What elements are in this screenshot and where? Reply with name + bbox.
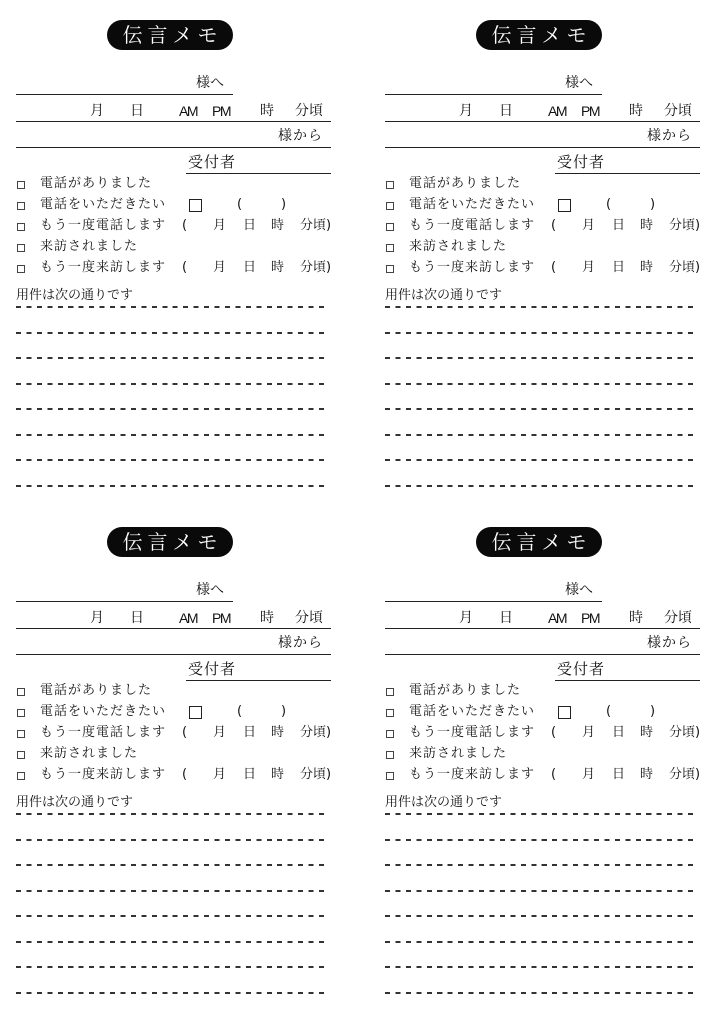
from-suffix-label: 様から bbox=[647, 128, 692, 144]
day-label: 日 bbox=[499, 103, 513, 119]
pm-option[interactable]: PM bbox=[212, 103, 230, 119]
message-line[interactable] bbox=[385, 839, 698, 841]
checkbox-phone-number[interactable] bbox=[558, 199, 571, 212]
hour-label: 時 bbox=[640, 725, 654, 740]
minute-approx-label: 分頃) bbox=[669, 218, 701, 233]
checkbox-called[interactable] bbox=[386, 181, 394, 189]
checkbox-phone-number[interactable] bbox=[558, 706, 571, 719]
paren-close: ) bbox=[281, 197, 287, 212]
month-label: 月 bbox=[582, 218, 596, 233]
message-line[interactable] bbox=[16, 813, 329, 815]
month-label: 月 bbox=[213, 725, 227, 740]
checkbox-visited[interactable] bbox=[17, 751, 25, 759]
memo-top-right bbox=[385, 0, 705, 500]
option-please-call-label: 電話をいただきたい bbox=[40, 704, 167, 719]
day-label: 日 bbox=[612, 725, 626, 740]
checkbox-will-visit-again[interactable] bbox=[386, 265, 394, 273]
checkbox-will-call-again[interactable] bbox=[17, 730, 25, 738]
day-label: 日 bbox=[130, 610, 144, 626]
hour-label: 時 bbox=[260, 103, 274, 119]
checkbox-please-call[interactable] bbox=[386, 709, 394, 717]
minute-approx-label: 分頃 bbox=[664, 103, 692, 119]
day-label: 日 bbox=[612, 260, 626, 275]
pm-option[interactable]: PM bbox=[581, 610, 599, 626]
pm-option[interactable]: PM bbox=[581, 103, 599, 119]
recipient-name-line[interactable] bbox=[16, 94, 233, 95]
option-called-label: 電話がありました bbox=[40, 176, 153, 191]
checkbox-visited[interactable] bbox=[386, 244, 394, 252]
message-line[interactable] bbox=[16, 306, 329, 308]
paren-open: ( bbox=[551, 218, 557, 233]
recipient-name-line[interactable] bbox=[385, 94, 602, 95]
receiver-name-line[interactable] bbox=[186, 680, 331, 681]
message-line[interactable] bbox=[385, 434, 698, 436]
hour-label: 時 bbox=[640, 218, 654, 233]
receiver-label: 受付者 bbox=[188, 660, 237, 678]
option-visited-label: 来訪されました bbox=[40, 746, 139, 761]
hour-label: 時 bbox=[271, 725, 285, 740]
message-line[interactable] bbox=[16, 332, 329, 334]
option-visited-label: 来訪されました bbox=[40, 239, 139, 254]
minute-approx-label: 分頃 bbox=[664, 610, 692, 626]
caller-name-line[interactable] bbox=[16, 654, 331, 655]
memo-bottom-left bbox=[16, 507, 336, 1007]
receiver-label: 受付者 bbox=[188, 153, 237, 171]
checkbox-phone-number[interactable] bbox=[189, 199, 202, 212]
message-line[interactable] bbox=[16, 408, 329, 410]
message-line[interactable] bbox=[385, 813, 698, 815]
message-line[interactable] bbox=[16, 864, 329, 866]
minute-approx-label: 分頃) bbox=[669, 260, 701, 275]
hour-label: 時 bbox=[640, 260, 654, 275]
option-will-call-again-label: もう一度電話します bbox=[409, 218, 536, 233]
checkbox-please-call[interactable] bbox=[386, 202, 394, 210]
datetime-line[interactable] bbox=[16, 628, 331, 629]
memo-top-left bbox=[16, 0, 336, 500]
month-label: 月 bbox=[213, 767, 227, 782]
checkbox-phone-number[interactable] bbox=[189, 706, 202, 719]
recipient-name-line[interactable] bbox=[16, 601, 233, 602]
paren-open: ( bbox=[237, 704, 243, 719]
caller-name-line[interactable] bbox=[385, 147, 700, 148]
checkbox-called[interactable] bbox=[17, 181, 25, 189]
hour-label: 時 bbox=[629, 103, 643, 119]
checkbox-called[interactable] bbox=[17, 688, 25, 696]
checkbox-visited[interactable] bbox=[386, 751, 394, 759]
am-option[interactable]: AM bbox=[179, 610, 197, 626]
message-line[interactable] bbox=[16, 383, 329, 385]
checkbox-will-visit-again[interactable] bbox=[17, 772, 25, 780]
option-visited-label: 来訪されました bbox=[409, 746, 508, 761]
to-suffix-label: 様へ bbox=[196, 582, 224, 598]
month-label: 月 bbox=[213, 260, 227, 275]
recipient-name-line[interactable] bbox=[385, 601, 602, 602]
day-label: 日 bbox=[243, 218, 257, 233]
message-line[interactable] bbox=[385, 357, 698, 359]
option-will-visit-again-label: もう一度来訪します bbox=[40, 260, 167, 275]
datetime-line[interactable] bbox=[16, 121, 331, 122]
from-suffix-label: 様から bbox=[278, 635, 323, 651]
from-suffix-label: 様から bbox=[278, 128, 323, 144]
receiver-name-line[interactable] bbox=[186, 173, 331, 174]
paren-close: ) bbox=[650, 197, 656, 212]
message-line[interactable] bbox=[385, 864, 698, 866]
option-visited-label: 来訪されました bbox=[409, 239, 508, 254]
month-label: 月 bbox=[459, 103, 473, 119]
option-will-call-again-label: もう一度電話します bbox=[409, 725, 536, 740]
message-line[interactable] bbox=[385, 332, 698, 334]
minute-approx-label: 分頃 bbox=[295, 610, 323, 626]
month-label: 月 bbox=[90, 610, 104, 626]
day-label: 日 bbox=[612, 218, 626, 233]
message-line[interactable] bbox=[385, 306, 698, 308]
minute-approx-label: 分頃) bbox=[300, 260, 332, 275]
checkbox-please-call[interactable] bbox=[17, 202, 25, 210]
checkbox-please-call[interactable] bbox=[17, 709, 25, 717]
option-will-visit-again-label: もう一度来訪します bbox=[409, 767, 536, 782]
message-line[interactable] bbox=[16, 915, 329, 917]
hour-label: 時 bbox=[271, 767, 285, 782]
checkbox-will-visit-again[interactable] bbox=[17, 265, 25, 273]
message-line[interactable] bbox=[16, 992, 329, 994]
message-line[interactable] bbox=[16, 941, 329, 943]
receiver-label: 受付者 bbox=[557, 660, 606, 678]
receiver-label: 受付者 bbox=[557, 153, 606, 171]
message-label: 用件は次の通りです bbox=[385, 288, 503, 303]
paren-open: ( bbox=[551, 260, 557, 275]
paren-open: ( bbox=[606, 704, 612, 719]
message-line[interactable] bbox=[385, 408, 698, 410]
option-will-call-again-label: もう一度電話します bbox=[40, 218, 167, 233]
am-option[interactable]: AM bbox=[548, 103, 566, 119]
caller-name-line[interactable] bbox=[16, 147, 331, 148]
message-line[interactable] bbox=[385, 383, 698, 385]
message-line[interactable] bbox=[16, 434, 329, 436]
hour-label: 時 bbox=[260, 610, 274, 626]
paren-open: ( bbox=[182, 260, 188, 275]
option-will-call-again-label: もう一度電話します bbox=[40, 725, 167, 740]
checkbox-will-call-again[interactable] bbox=[17, 223, 25, 231]
minute-approx-label: 分頃) bbox=[669, 767, 701, 782]
checkbox-visited[interactable] bbox=[17, 244, 25, 252]
caller-name-line[interactable] bbox=[385, 654, 700, 655]
day-label: 日 bbox=[243, 767, 257, 782]
minute-approx-label: 分頃) bbox=[300, 767, 332, 782]
am-option[interactable]: AM bbox=[179, 103, 197, 119]
to-suffix-label: 様へ bbox=[196, 75, 224, 91]
paren-open: ( bbox=[551, 767, 557, 782]
day-label: 日 bbox=[243, 725, 257, 740]
option-will-visit-again-label: もう一度来訪します bbox=[409, 260, 536, 275]
hour-label: 時 bbox=[629, 610, 643, 626]
receiver-name-line[interactable] bbox=[555, 680, 700, 681]
option-called-label: 電話がありました bbox=[40, 683, 153, 698]
message-label: 用件は次の通りです bbox=[385, 795, 503, 810]
option-please-call-label: 電話をいただきたい bbox=[40, 197, 167, 212]
message-line[interactable] bbox=[385, 890, 698, 892]
minute-approx-label: 分頃) bbox=[669, 725, 701, 740]
paren-open: ( bbox=[182, 725, 188, 740]
day-label: 日 bbox=[130, 103, 144, 119]
paren-close: ) bbox=[281, 704, 287, 719]
paren-open: ( bbox=[551, 725, 557, 740]
to-suffix-label: 様へ bbox=[565, 582, 593, 598]
memo-title: 伝言メモ bbox=[107, 20, 233, 50]
message-label: 用件は次の通りです bbox=[16, 795, 134, 810]
message-line[interactable] bbox=[385, 459, 698, 461]
hour-label: 時 bbox=[271, 260, 285, 275]
am-option[interactable]: AM bbox=[548, 610, 566, 626]
message-line[interactable] bbox=[16, 459, 329, 461]
pm-option[interactable]: PM bbox=[212, 610, 230, 626]
checkbox-will-call-again[interactable] bbox=[386, 730, 394, 738]
option-please-call-label: 電話をいただきたい bbox=[409, 704, 536, 719]
message-line[interactable] bbox=[385, 966, 698, 968]
month-label: 月 bbox=[582, 767, 596, 782]
option-will-visit-again-label: もう一度来訪します bbox=[40, 767, 167, 782]
to-suffix-label: 様へ bbox=[565, 75, 593, 91]
month-label: 月 bbox=[582, 260, 596, 275]
minute-approx-label: 分頃) bbox=[300, 218, 332, 233]
option-please-call-label: 電話をいただきたい bbox=[409, 197, 536, 212]
day-label: 日 bbox=[612, 767, 626, 782]
memo-title: 伝言メモ bbox=[107, 527, 233, 557]
paren-open: ( bbox=[606, 197, 612, 212]
receiver-name-line[interactable] bbox=[555, 173, 700, 174]
message-line[interactable] bbox=[385, 992, 698, 994]
memo-title: 伝言メモ bbox=[476, 20, 602, 50]
checkbox-called[interactable] bbox=[386, 688, 394, 696]
month-label: 月 bbox=[213, 218, 227, 233]
message-line[interactable] bbox=[385, 485, 698, 487]
paren-open: ( bbox=[182, 767, 188, 782]
checkbox-will-visit-again[interactable] bbox=[386, 772, 394, 780]
option-called-label: 電話がありました bbox=[409, 176, 522, 191]
message-line[interactable] bbox=[16, 966, 329, 968]
paren-open: ( bbox=[237, 197, 243, 212]
hour-label: 時 bbox=[271, 218, 285, 233]
paren-close: ) bbox=[650, 704, 656, 719]
from-suffix-label: 様から bbox=[647, 635, 692, 651]
memo-bottom-right bbox=[385, 507, 705, 1007]
paren-open: ( bbox=[182, 218, 188, 233]
message-line[interactable] bbox=[16, 485, 329, 487]
month-label: 月 bbox=[459, 610, 473, 626]
checkbox-will-call-again[interactable] bbox=[386, 223, 394, 231]
message-line[interactable] bbox=[16, 357, 329, 359]
option-called-label: 電話がありました bbox=[409, 683, 522, 698]
month-label: 月 bbox=[582, 725, 596, 740]
datetime-line[interactable] bbox=[385, 121, 700, 122]
hour-label: 時 bbox=[640, 767, 654, 782]
message-line[interactable] bbox=[16, 839, 329, 841]
message-line[interactable] bbox=[385, 941, 698, 943]
day-label: 日 bbox=[499, 610, 513, 626]
datetime-line[interactable] bbox=[385, 628, 700, 629]
message-label: 用件は次の通りです bbox=[16, 288, 134, 303]
message-line[interactable] bbox=[16, 890, 329, 892]
day-label: 日 bbox=[243, 260, 257, 275]
message-line[interactable] bbox=[385, 915, 698, 917]
minute-approx-label: 分頃) bbox=[300, 725, 332, 740]
month-label: 月 bbox=[90, 103, 104, 119]
memo-title: 伝言メモ bbox=[476, 527, 602, 557]
minute-approx-label: 分頃 bbox=[295, 103, 323, 119]
